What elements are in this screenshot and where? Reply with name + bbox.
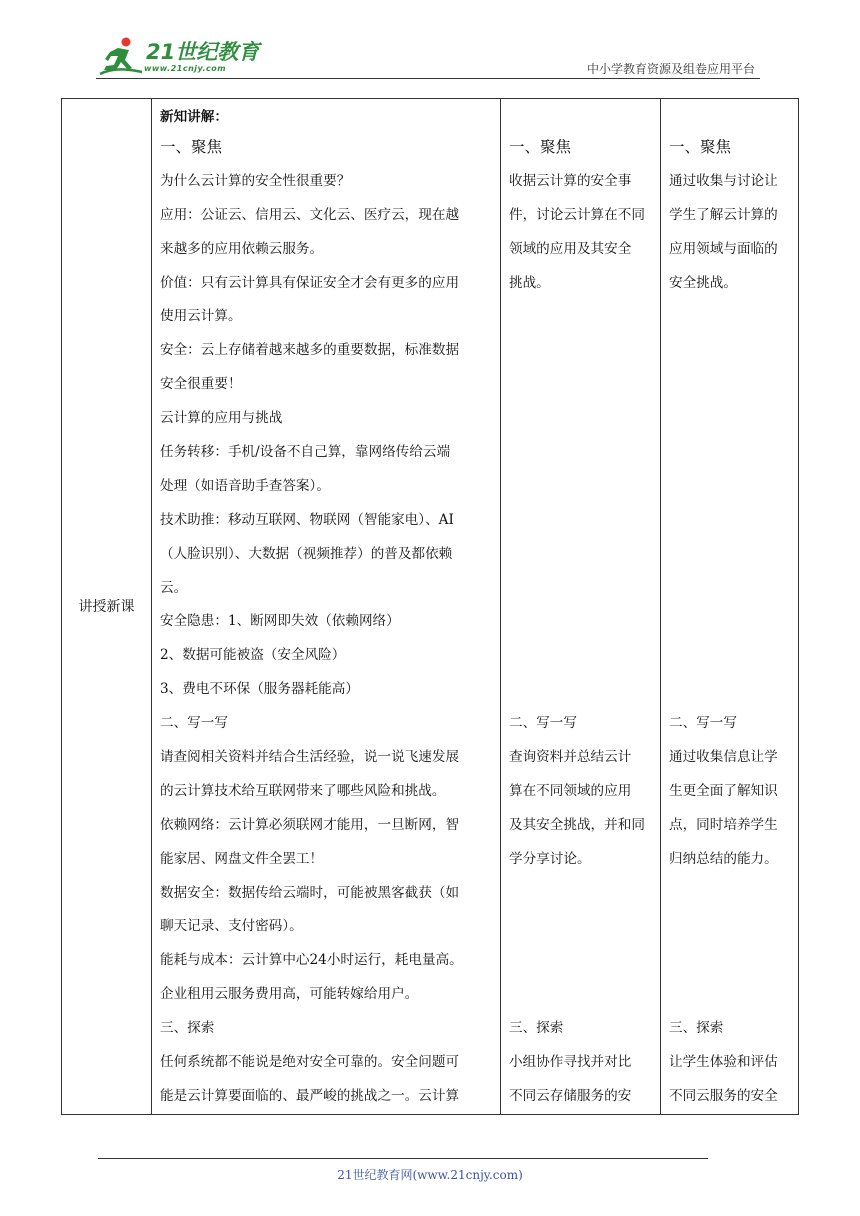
content-line: 查询资料并总结云计 bbox=[509, 749, 632, 766]
content-line: 领域的应用及其安全 bbox=[509, 240, 632, 257]
content-line: 安全挑战。 bbox=[669, 274, 737, 291]
row-label-cell bbox=[62, 99, 152, 1115]
content-line: 处理（如语音助手查答案）。 bbox=[160, 477, 330, 494]
content-line: 通过收集与讨论让 bbox=[669, 172, 778, 189]
footer-divider bbox=[98, 1158, 708, 1159]
content-line: 价值：只有云计算具有保证安全才会有更多的应用 bbox=[160, 274, 460, 291]
platform-name: 中小学教育资源及组卷应用平台 bbox=[586, 62, 755, 76]
content-line: 任何系统都不能说是绝对安全可靠的。安全问题可 bbox=[160, 1054, 460, 1071]
content-line: 使用云计算。 bbox=[160, 308, 242, 325]
content-line: 应用：公证云、信用云、文化云、医疗云，现在越 bbox=[160, 206, 460, 223]
content-line: 新知讲解： bbox=[160, 109, 228, 125]
running-figure-icon bbox=[96, 36, 146, 78]
row-label: 讲授新课 bbox=[78, 599, 135, 616]
content-line: 能耗与成本：云计算中心24小时运行，耗电量高。 bbox=[160, 952, 463, 969]
page-header bbox=[0, 0, 860, 80]
content-line: 算在不同领域的应用 bbox=[509, 782, 632, 799]
content-line: 学分享讨论。 bbox=[509, 850, 591, 867]
content-line: 聊天记录、支付密码）。 bbox=[160, 918, 303, 935]
content-line: 不同云存储服务的安 bbox=[509, 1087, 632, 1104]
content-line: 为什么云计算的安全性很重要？ bbox=[160, 172, 351, 189]
student-activity-cell bbox=[501, 99, 661, 1115]
content-line: 数据安全：数据传给云端时，可能被黑客截获（如 bbox=[160, 884, 460, 901]
content-line: 依赖网络：云计算必须联网才能用，一旦断网，智 bbox=[160, 816, 460, 833]
content-line: 安全很重要！ bbox=[160, 376, 242, 393]
content-cell bbox=[152, 99, 501, 1115]
header-divider bbox=[96, 78, 760, 79]
content-line: 3、费电不环保（服务器耗能高） bbox=[160, 681, 359, 698]
section-title: 二、写一写 bbox=[669, 715, 737, 732]
content-line: 的云计算技术给互联网带来了哪些风险和挑战。 bbox=[160, 782, 446, 799]
content-line: 小组协作寻找并对比 bbox=[509, 1054, 632, 1071]
content-line: 安全隐患：1、断网即失效（依赖网络） bbox=[160, 613, 400, 630]
content-line: 三、探索 bbox=[160, 1020, 215, 1037]
content-line: 二、写一写 bbox=[160, 715, 228, 732]
content-line: 能家居、网盘文件全罢工！ bbox=[160, 850, 324, 867]
content-line: 让学生体验和评估 bbox=[669, 1054, 778, 1071]
content-line: 云计算的应用与挑战 bbox=[160, 410, 283, 427]
content-line: 点，同时培养学生 bbox=[669, 816, 778, 833]
content-line: 挑战。 bbox=[509, 274, 550, 291]
content-line: 企业租用云服务费用高，可能转嫁给用户。 bbox=[160, 986, 419, 1003]
site-logo bbox=[96, 36, 266, 80]
content-line: 技术助推：移动互联网、物联网（智能家电）、AI bbox=[160, 511, 454, 528]
content-line: 收据云计算的安全事 bbox=[509, 172, 632, 189]
content-line: 安全：云上存储着越来越多的重要数据，标准数据 bbox=[160, 342, 460, 359]
footer-link[interactable]: 21世纪教育网(www.21cnjy.com) bbox=[337, 1168, 523, 1182]
content-line: 2、数据可能被盗（安全风险） bbox=[160, 647, 346, 664]
content-line: 能是云计算要面临的、最严峻的挑战之一。云计算 bbox=[160, 1087, 460, 1104]
logo-url: www.21cnjy.com bbox=[144, 64, 227, 73]
section-title: 三、探索 bbox=[669, 1020, 724, 1037]
content-line: （人脸识别）、大数据（视频推荐）的普及都依赖 bbox=[160, 545, 453, 562]
content-line: 云。 bbox=[160, 579, 188, 596]
content-line: 归纳总结的能力。 bbox=[669, 850, 778, 867]
content-line: 来越多的应用依赖云服务。 bbox=[160, 240, 324, 257]
content-line: 学生了解云计算的 bbox=[669, 206, 778, 223]
logo-title: 21世纪教育 bbox=[146, 40, 260, 64]
section-title: 一、聚焦 bbox=[509, 138, 572, 156]
content-line: 任务转移：手机/设备不自己算，靠网络传给云端 bbox=[160, 444, 451, 461]
content-line: 一、聚焦 bbox=[160, 138, 223, 156]
section-title: 一、聚焦 bbox=[669, 138, 732, 156]
content-line: 请查阅相关资料并结合生活经验，说一说飞速发展 bbox=[160, 749, 460, 766]
content-line: 及其安全挑战，并和同 bbox=[509, 816, 645, 833]
section-title: 二、写一写 bbox=[509, 715, 577, 732]
content-line: 件，讨论云计算在不同 bbox=[509, 206, 645, 223]
lesson-table bbox=[61, 98, 799, 1115]
content-line: 应用领域与面临的 bbox=[669, 240, 778, 257]
design-intent-cell bbox=[661, 99, 799, 1115]
content-line: 通过收集信息让学 bbox=[669, 749, 778, 766]
content-line: 不同云服务的安全 bbox=[669, 1087, 778, 1104]
section-title: 三、探索 bbox=[509, 1020, 564, 1037]
table-row bbox=[62, 99, 799, 1115]
content-line: 生更全面了解知识 bbox=[669, 782, 778, 799]
